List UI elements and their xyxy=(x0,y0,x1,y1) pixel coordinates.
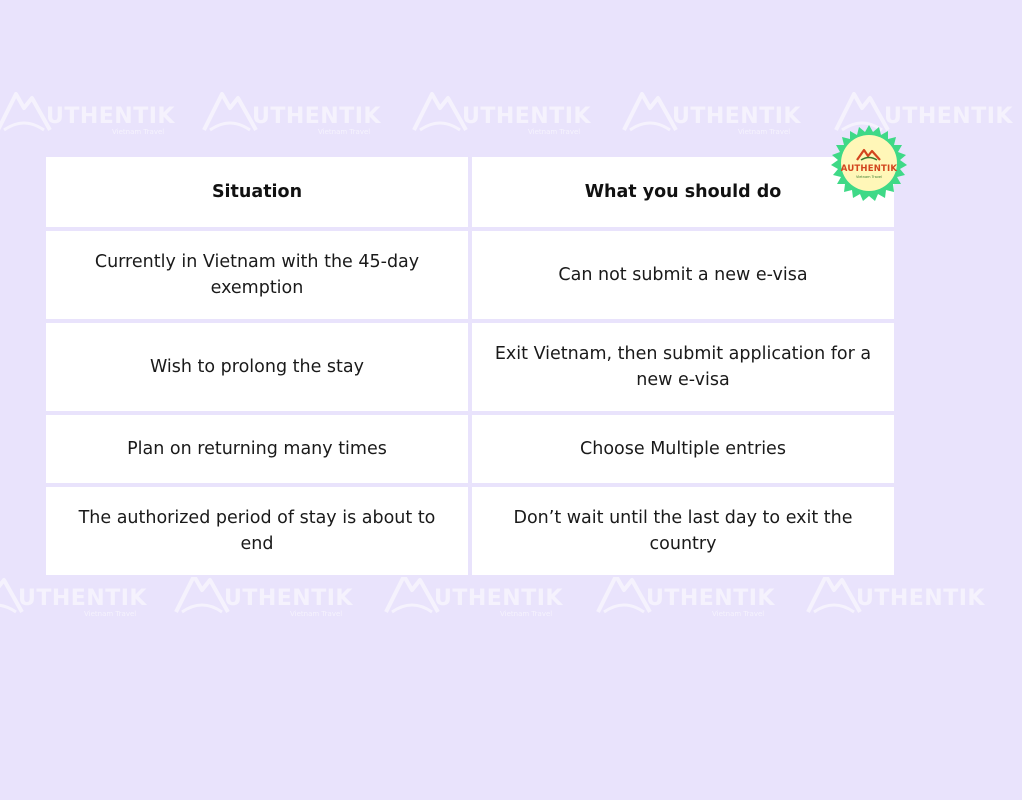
watermark-sub: Vietnam Travel xyxy=(84,610,137,618)
mountain-icon xyxy=(410,86,470,136)
watermark-sub: Vietnam Travel xyxy=(112,128,165,136)
badge-sub: Vietnam Travel xyxy=(855,175,883,179)
header-situation: Situation xyxy=(46,157,468,227)
watermark-row-top xyxy=(0,86,1013,146)
watermark-word: UTHENTIK xyxy=(462,104,591,129)
mountain-icon xyxy=(200,86,260,136)
watermark-sub: Vietnam Travel xyxy=(528,128,581,136)
watermark-word: UTHENTIK xyxy=(884,104,1013,129)
row-4-situation: The authorized period of stay is about to end xyxy=(46,487,468,575)
badge-seal-icon xyxy=(830,124,908,202)
watermark-sub: Vietnam Travel xyxy=(712,610,765,618)
header-action: What you should do xyxy=(472,157,894,227)
watermark-word: UTHENTIK xyxy=(252,104,381,129)
watermark-word: UTHENTIK xyxy=(46,104,175,129)
row-2-action: Exit Vietnam, then submit application for a new e-visa xyxy=(472,323,894,411)
row-2-situation: Wish to prolong the stay xyxy=(46,323,468,411)
watermark-word: UTHENTIK xyxy=(224,586,353,611)
badge-word: AUTHENTIK xyxy=(840,164,898,174)
watermark-logo xyxy=(200,86,390,142)
watermark-sub: Vietnam Travel xyxy=(318,128,371,136)
row-4-action: Don’t wait until the last day to exit the country xyxy=(472,487,894,575)
row-3-action: Choose Multiple entries xyxy=(472,415,894,483)
watermark-word: UTHENTIK xyxy=(672,104,801,129)
watermark-word: UTHENTIK xyxy=(856,586,985,611)
watermark-sub: Vietnam Travel xyxy=(290,610,343,618)
watermark-logo xyxy=(620,86,810,142)
mountain-icon xyxy=(620,86,680,136)
watermark-word: UTHENTIK xyxy=(18,586,147,611)
row-1-action: Can not submit a new e-visa xyxy=(472,231,894,319)
watermark-row-bottom xyxy=(0,568,985,628)
watermark-logo xyxy=(0,86,184,142)
watermark-sub: Vietnam Travel xyxy=(500,610,553,618)
row-1-situation: Currently in Vietnam with the 45-day exemption xyxy=(46,231,468,319)
watermark-word: UTHENTIK xyxy=(434,586,563,611)
authentik-badge xyxy=(830,124,908,202)
watermark-word: UTHENTIK xyxy=(646,586,775,611)
visa-situation-table xyxy=(44,155,900,577)
watermark-sub: Vietnam Travel xyxy=(738,128,791,136)
watermark-logo xyxy=(410,86,600,142)
row-3-situation: Plan on returning many times xyxy=(46,415,468,483)
